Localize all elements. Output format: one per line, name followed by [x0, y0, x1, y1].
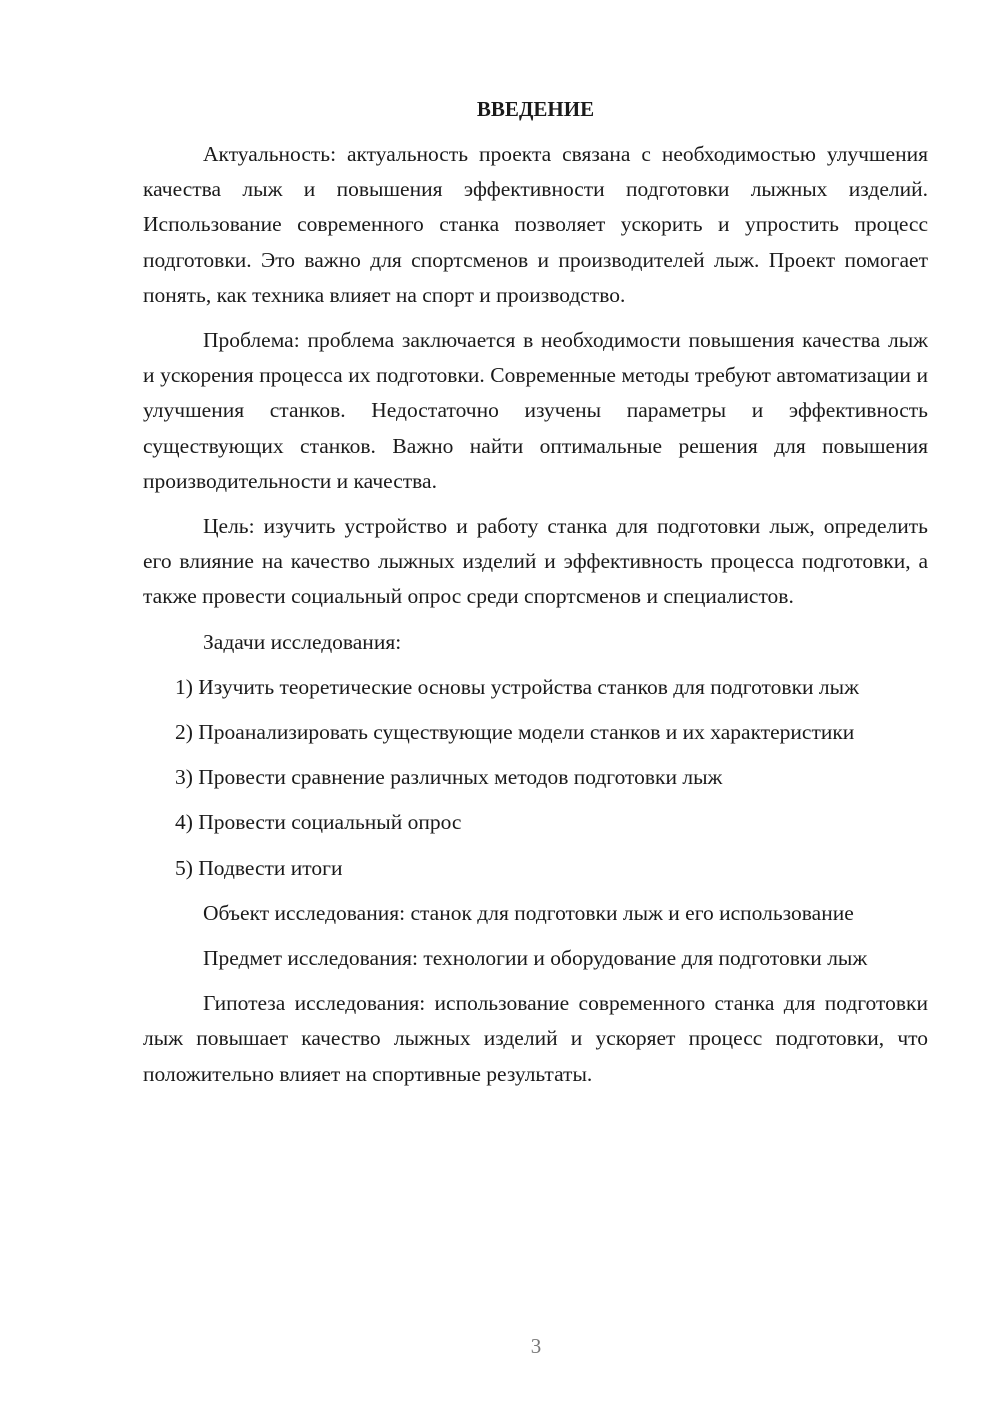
- task-item-1: 1) Изучить теоретические основы устройства станков для подготовки лыж: [175, 674, 859, 699]
- goal-paragraph: Цель: изучить устройство и работу станка для подготовки лыж, определить его влияние на качество лыжных изделий и эффективность процесса подготовки, а также провести социальный опрос среди спортсменов и специалистов.: [143, 514, 928, 609]
- section-heading: ВВЕДЕНИЕ: [476, 97, 595, 121]
- relevance-paragraph: Актуальность: актуальность проекта связана с необходимостью улучшения качества лыж и повышения эффективности подготовки лыжных изделий. Использование современного станка позволяет ускорить и упростить процесс подготовки. Это важно для спортсменов и производителей лыж. Проект помогает понять, как техника влияет на спорт и производство.: [143, 142, 928, 307]
- page-number: 3: [530, 1334, 542, 1358]
- hypothesis-paragraph: Гипотеза исследования: использование современного станка для подготовки лыж повышает качество лыжных изделий и ускоряет процесс подготовки, что положительно влияет на спортивные результаты.: [143, 991, 928, 1086]
- object-paragraph: Объект исследования: станок для подготовки лыж и его использование: [203, 900, 854, 925]
- task-item-4: 4) Провести социальный опрос: [175, 810, 462, 835]
- task-item-2: 2) Проанализировать существующие модели станков и их характеристики: [175, 720, 855, 745]
- task-item-3: 3) Провести сравнение различных методов подготовки лыж: [175, 765, 723, 790]
- task-item-5: 5) Подвести итоги: [175, 855, 343, 880]
- subject-paragraph: Предмет исследования: технологии и оборудование для подготовки лыж: [203, 946, 868, 971]
- tasks-intro: Задачи исследования:: [203, 629, 402, 654]
- page-content: [143, 92, 928, 1102]
- problem-paragraph: Проблема: проблема заключается в необходимости повышения качества лыж и ускорения процесса их подготовки. Современные методы требуют автоматизации и улучшения станков. Недостаточно изучены параметры и эффективность существующих станков. Важно найти оптимальные решения для повышения производительности и качества.: [143, 328, 928, 493]
